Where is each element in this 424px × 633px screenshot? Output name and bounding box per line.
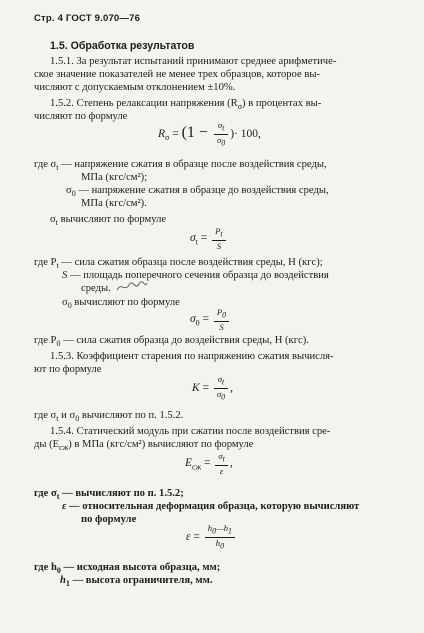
- text-line: по формуле: [81, 514, 137, 525]
- section-title: 1.5. Обработка результатов: [50, 40, 195, 52]
- formula-static-modulus: $E_{сж}$ = $\frac{\sigma_t}{\varepsilon}$ ,: [185, 451, 233, 476]
- text-line: S — площадь поперечного сечения образца до воздействия: [62, 270, 329, 281]
- text-line: 1.5.1. За результат испытаний принимают среднее арифметиче-: [50, 56, 337, 67]
- text-line: где $h_0$ — исходная высота образца, мм;: [34, 562, 221, 576]
- text-line: $h_1$ — высота ограничителя, мм.: [60, 575, 213, 589]
- text-line: ское значение показателей не менее трех образцов, которое вы-: [34, 69, 320, 80]
- formula-aging-coefficient: K = $\frac{\sigma_t}{\sigma_0}$ ,: [192, 374, 234, 402]
- formula-sigma-0: $\sigma_0$ = $\frac{P_0}{S}$: [190, 307, 231, 332]
- text-line: где $\sigma_t$ и $\sigma_0$ вычисляют по п. 1.5.2.: [34, 410, 184, 424]
- text-line: где $\sigma_t$ — напряжение сжатия в образце после воздействия среды,: [34, 159, 327, 173]
- formula-strain: ε = $\frac{h_0—h_1}{h_0}$: [186, 523, 237, 551]
- text-line: числяют с допускаемым отклонением ±10%.: [34, 82, 236, 93]
- text-line: где $\sigma_t$ — вычисляют по п. 1.5.2;: [34, 488, 184, 502]
- text-line: $\sigma_0$ вычисляют по формуле: [62, 297, 180, 311]
- text-line: среды.: [81, 283, 111, 294]
- text-line: ε — относительная деформация образца, которую вычисляют: [62, 501, 360, 512]
- formula-relaxation: $R_\sigma = (1$ − $\frac{\sigma_t}{\sigma_0}$ )· 100,: [158, 120, 261, 148]
- text-line: ют по формуле: [34, 364, 102, 375]
- text-line: $\sigma_t$ вычисляют по формуле: [50, 214, 167, 228]
- handwritten-mark: [115, 280, 149, 294]
- text-line: 1.5.4. Статический модуль при сжатии после воздействия сре-: [50, 426, 331, 437]
- text-line: 1.5.2. Степень релаксации напряжения $(R_\sigma)$ в процентах вы-: [50, 98, 322, 112]
- text-line: числяют по формуле: [34, 111, 128, 122]
- text-line: где $P_t$ — сила сжатия образца после воздействия среды, Н (кгс);: [34, 257, 323, 271]
- text-line: где $P_0$ — сила сжатия образца до воздействия среды, Н (кгс).: [34, 335, 309, 349]
- text-line: $\sigma_0$ — напряжение сжатия в образце до воздействия среды,: [66, 185, 329, 199]
- text-line: 1.5.3. Коэффициент старения по напряжению сжатия вычисля-: [50, 351, 334, 362]
- text-line: МПа (кгс/см²).: [81, 198, 147, 209]
- text-line: МПа (кгс/см²);: [81, 172, 148, 183]
- formula-sigma-t: $\sigma_t$ = $\frac{P_t}{S}$: [190, 226, 228, 251]
- page-header: Стр. 4 ГОСТ 9.070—76: [34, 13, 141, 24]
- text-line: ды $(E_{сж})$ в МПа (кгс/см²) вычисляют по формуле: [34, 439, 254, 453]
